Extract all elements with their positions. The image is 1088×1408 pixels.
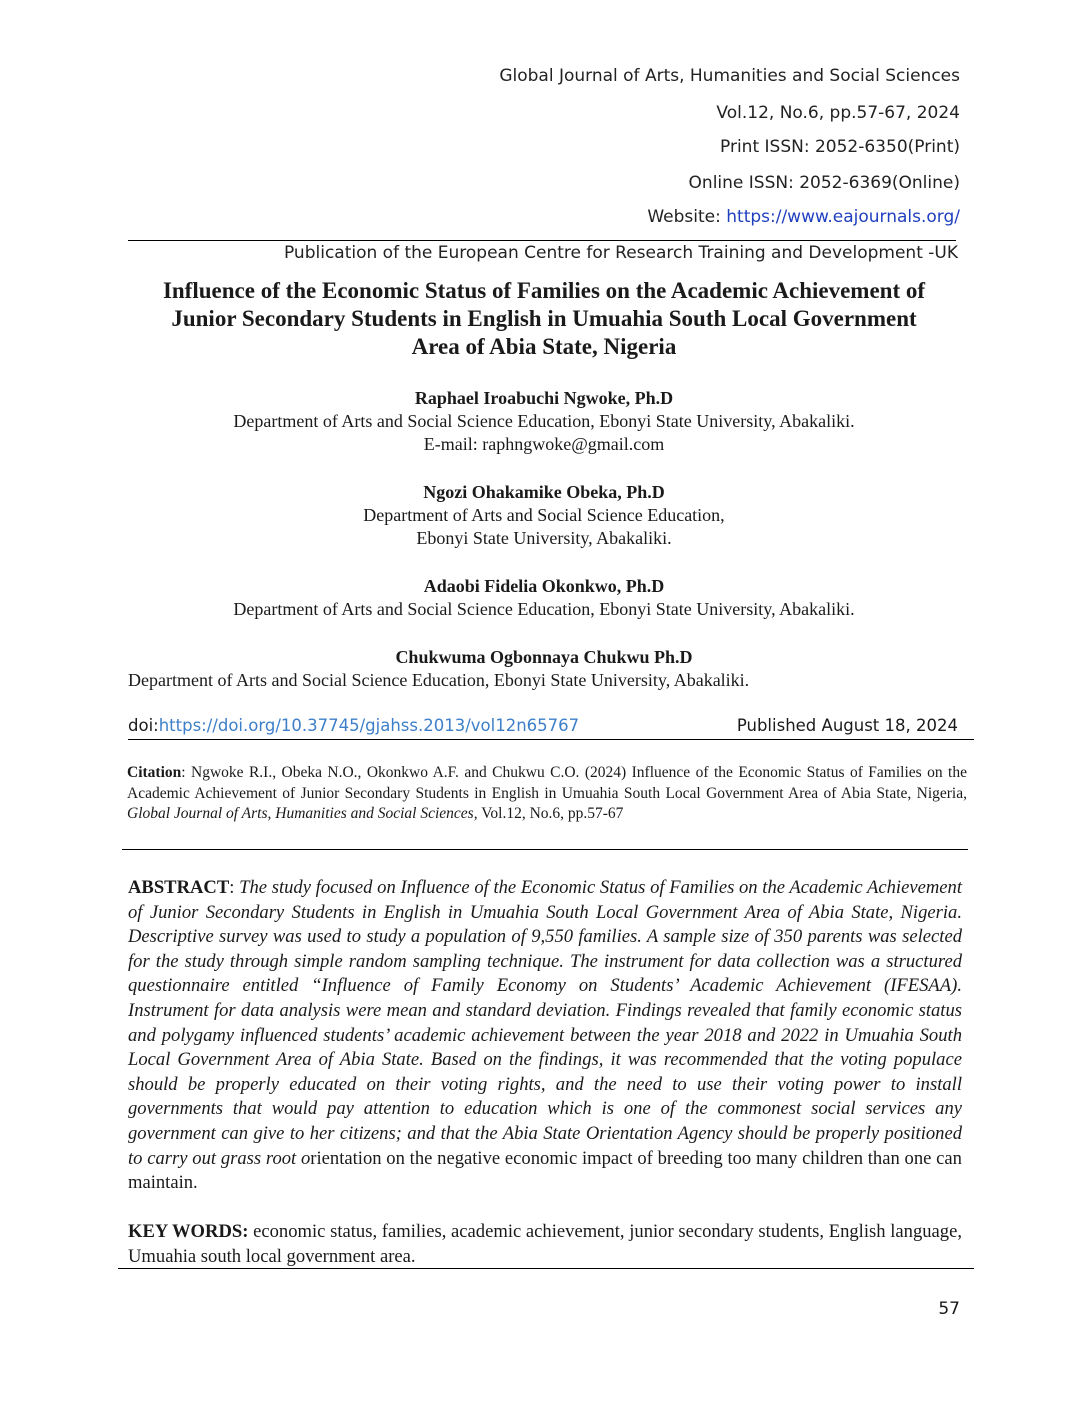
- journal-name: Global Journal of Arts, Humanities and Social Sciences: [499, 66, 960, 86]
- paper-title: [110, 277, 978, 361]
- website-label: Website:: [647, 207, 727, 227]
- abstract-text: The study focused on Influence of the Economic Status of Families on the Academic Achievement of Junior Secondary Students in English in Umuahia South Local Government Area of Abia State, Nigeria. Descriptive survey was used to study a population of 9,550 families. A sample size of 350 parents was selected for the study through simple random sampling technique. The instrument for data collection was a structured questionnaire entitled “Influence of Family Economy on Students’ Academic Achievement (IFESAA). Instrument for data analysis were mean and standard deviation. Findings revealed that family economic status and polygamy influenced students’ academic achievement between the year 2018 and 2022 in Umuahia South Local Government Area of Abia State. Based on the findings, it was recommended that the voting populace should be properly educated on their voting rights, and the need to use their voting power to install governments that would pay attention to education which is one of the commonest social services any government can give to her citizens; and that the Abia State Orientation Agency should be properly positioned to carry out grass root o: [128, 877, 962, 1169]
- doi-label: doi:: [128, 716, 159, 735]
- publisher-line: Publication of the European Centre for Research Training and Development -UK: [283, 243, 958, 263]
- author-affiliation: Department of Arts and Social Science Education, Ebonyi State University, Abakaliki.: [233, 411, 855, 431]
- author-name: Ngozi Ohakamike Obeka, Ph.D: [423, 482, 665, 502]
- author-block-2: [110, 481, 978, 550]
- doi-divider: [128, 739, 974, 740]
- keywords-divider: [118, 1268, 974, 1269]
- author-block-1: [110, 387, 978, 456]
- header-divider: [128, 240, 956, 241]
- online-issn: Online ISSN: 2052-6369(Online): [688, 173, 960, 193]
- title-line-3: Area of Abia State, Nigeria: [411, 334, 677, 359]
- citation: [127, 763, 967, 825]
- author-email: E-mail: raphngwoke@gmail.com: [423, 434, 665, 454]
- website-line: [647, 206, 960, 228]
- author-affiliation: Ebonyi State University, Abakaliki.: [416, 528, 672, 548]
- title-line-1: Influence of the Economic Status of Families on the Academic Achievement of: [162, 278, 926, 303]
- citation-text: : Ngwoke R.I., Obeka N.O., Okonkwo A.F. and Chukwu C.O. (2024) Influence of the Economic Status of Families on the Academic Achievement of Junior Secondary Students in English in Umuahia South Local Government Area of Abia State, Nigeria,: [127, 764, 967, 802]
- doi-line: [128, 716, 579, 736]
- website-link[interactable]: https://www.eajournals.org/: [726, 207, 960, 227]
- author-block-4: [110, 646, 978, 669]
- citation-volume: Vol.12, No.6, pp.57-67: [477, 805, 624, 822]
- abstract-text-end: rientation on the negative economic impact of breeding too many children than one can maintain.: [128, 1147, 962, 1194]
- citation-journal: Global Journal of Arts, Humanities and Social Sciences,: [127, 805, 478, 822]
- author-name: Raphael Iroabuchi Ngwoke, Ph.D: [414, 388, 674, 408]
- keywords-text: economic status, families, academic achievement, junior secondary students, English language, Umuahia south local government area.: [128, 1221, 962, 1267]
- published-date: Published August 18, 2024: [736, 716, 958, 735]
- author-affiliation: Department of Arts and Social Science Education,: [363, 505, 725, 525]
- abstract-colon: :: [229, 877, 240, 898]
- page-number: 57: [938, 1299, 960, 1319]
- abstract: [128, 876, 962, 1196]
- author-affiliation: Department of Arts and Social Science Education, Ebonyi State University, Abakaliki.: [128, 670, 750, 690]
- author-block-3: [110, 575, 978, 621]
- volume-info: Vol.12, No.6, pp.57-67, 2024: [716, 103, 960, 123]
- print-issn: Print ISSN: 2052-6350(Print): [720, 137, 960, 157]
- doi-link[interactable]: https://doi.org/10.37745/gjahss.2013/vol12n65767: [158, 716, 580, 735]
- keywords: [128, 1220, 962, 1269]
- author-name: Chukwuma Ogbonnaya Chukwu Ph.D: [395, 647, 693, 667]
- keywords-label: KEY WORDS:: [128, 1221, 249, 1242]
- citation-label: Citation: [127, 764, 182, 781]
- author-name: Adaobi Fidelia Okonkwo, Ph.D: [423, 576, 665, 596]
- abstract-label: ABSTRACT: [128, 877, 230, 898]
- citation-divider: [122, 849, 968, 850]
- title-line-2: Junior Secondary Students in English in Umuahia South Local Government: [171, 306, 917, 331]
- author-affiliation: Department of Arts and Social Science Education, Ebonyi State University, Abakaliki.: [233, 599, 855, 619]
